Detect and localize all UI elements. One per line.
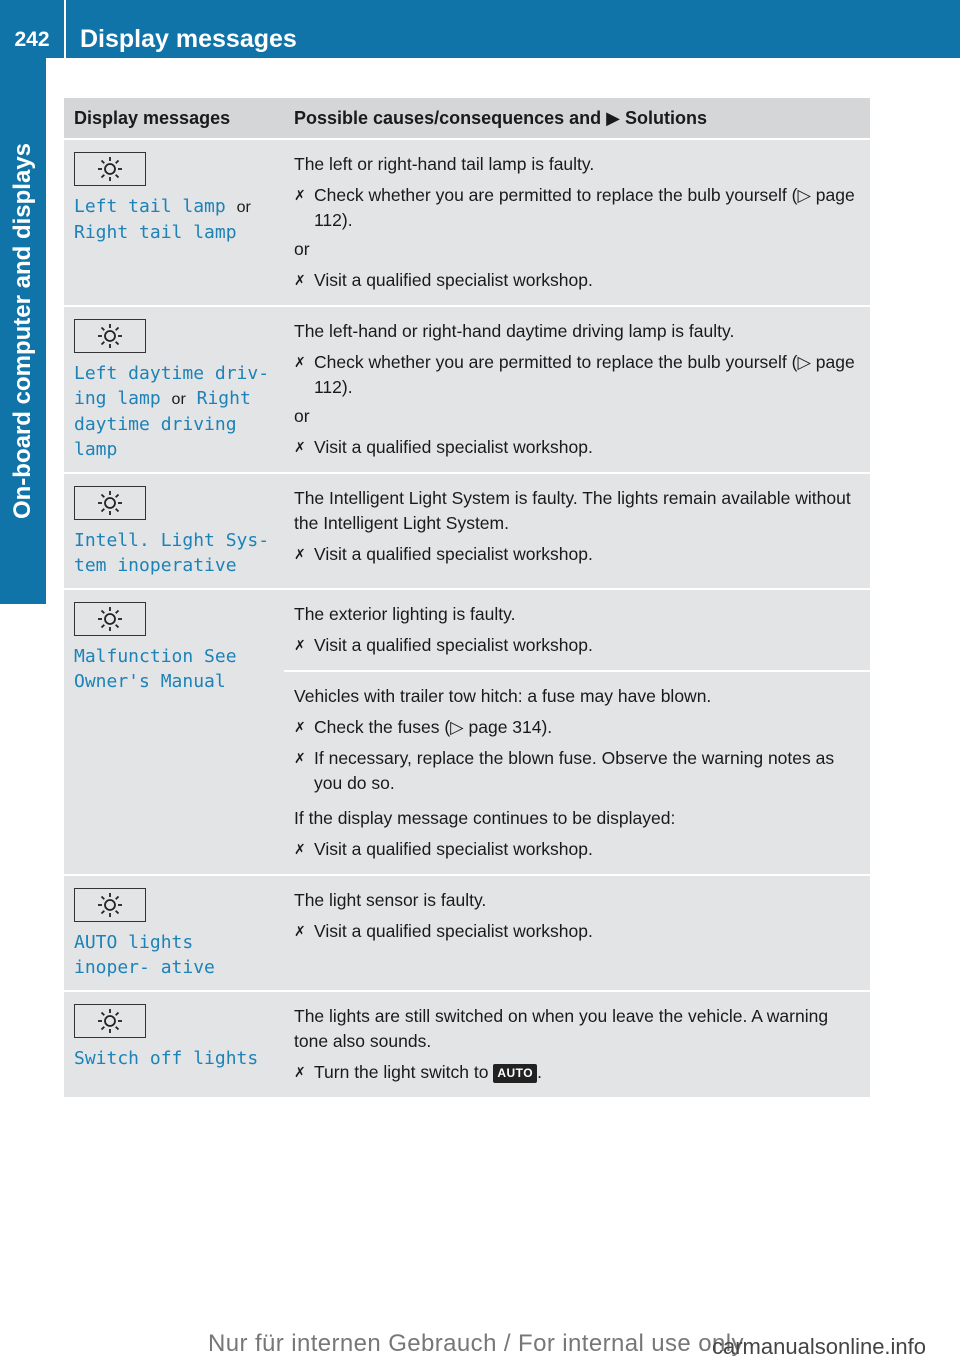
display-message-text: Malfunction See Owner's Manual (74, 646, 237, 692)
step-arrow-icon: ✗ (294, 923, 306, 939)
solution-step (294, 633, 860, 658)
solution-step (294, 183, 860, 233)
bulb-symbol (97, 490, 123, 516)
step-arrow-icon: ✗ (294, 637, 306, 653)
step-text: Check whether you are permitted to replace the bulb yourself (▷ page 112). (314, 185, 855, 230)
display-messages-table (64, 98, 870, 1097)
solution-step (294, 542, 860, 567)
note-text: If the display message continues to be displayed: (294, 808, 676, 828)
exterior-lighting-icon (74, 888, 146, 922)
or-text: or (294, 239, 310, 259)
exterior-lighting-icon (74, 319, 146, 353)
display-message-cell (64, 306, 284, 473)
step-text: Visit a qualified specialist workshop. (314, 839, 593, 859)
table-row (64, 139, 870, 306)
cause-text: The lights are still switched on when you leave the vehicle. A warning tone also sounds. (294, 1006, 829, 1051)
exterior-lighting-icon (74, 602, 146, 636)
bulb-symbol (97, 323, 123, 349)
step-text: Visit a qualified specialist workshop. (314, 544, 593, 564)
step-arrow-icon: ✗ (294, 841, 306, 857)
cause-text: The left or right-hand tail lamp is faulty. (294, 154, 595, 174)
solution-step (294, 350, 860, 400)
bulb-symbol (97, 606, 123, 632)
display-message-text (74, 194, 274, 245)
or-text: or (171, 391, 186, 408)
solution-step (294, 1060, 860, 1085)
column-header-causes: Possible causes/consequences and (294, 107, 602, 128)
auto-switch-symbol: AUTO (493, 1064, 537, 1083)
play-arrow-icon: ▶ (606, 107, 620, 128)
exterior-lighting-icon (74, 1004, 146, 1038)
step-arrow-icon: ✗ (294, 750, 306, 766)
bulb-symbol (97, 1008, 123, 1034)
solution-step (294, 837, 860, 862)
step-text: Visit a qualified specialist workshop. (314, 635, 593, 655)
step-arrow-icon: ✗ (294, 546, 306, 562)
display-message-text (74, 361, 274, 462)
bulb-symbol (97, 156, 123, 182)
source-site-text: carmanualsonline.info (712, 1334, 927, 1359)
step-arrow-icon: ✗ (294, 1064, 306, 1080)
header-divider (64, 0, 66, 58)
solution-cell (284, 306, 870, 473)
table-row (64, 589, 870, 671)
table-row (64, 306, 870, 473)
step-arrow-icon: ✗ (294, 354, 306, 370)
page-title: Display messages (80, 25, 297, 53)
solution-step (294, 715, 860, 740)
bulb-symbol (97, 892, 123, 918)
display-message-text: AUTO lights inoper‐ ative (74, 932, 215, 978)
display-message-cell (64, 991, 284, 1097)
table-row (64, 473, 870, 589)
step-text: Check whether you are permitted to replace the bulb yourself (▷ page 112). (314, 352, 855, 397)
or-text: or (236, 199, 251, 216)
solution-step (294, 435, 860, 460)
cause-text: Vehicles with trailer tow hitch: a fuse may have blown. (294, 686, 712, 706)
step-text-end: . (537, 1062, 542, 1082)
display-message-cell (64, 473, 284, 589)
solution-step (294, 919, 860, 944)
step-text: Visit a qualified specialist workshop. (314, 270, 593, 290)
solution-cell (284, 139, 870, 306)
solution-cell (284, 473, 870, 589)
solution-cell (284, 991, 870, 1097)
exterior-lighting-icon (74, 486, 146, 520)
table-row (64, 991, 870, 1097)
solution-cell (284, 589, 870, 671)
column-header-solutions (284, 98, 870, 139)
side-tab-label: On-board computer and displays (9, 142, 36, 520)
display-message-cell (64, 875, 284, 991)
table-header-row (64, 98, 870, 139)
display-message-text: Switch off lights (74, 1048, 259, 1069)
step-text: Check the fuses (▷ page 314). (314, 717, 553, 737)
step-arrow-icon: ✗ (294, 439, 306, 455)
step-text: Visit a qualified specialist workshop. (314, 921, 593, 941)
message-right: Right daytime driving lamp (74, 388, 251, 460)
step-arrow-icon: ✗ (294, 187, 306, 203)
step-text: If necessary, replace the blown fuse. Observe the warning notes as you do so. (314, 748, 835, 793)
step-arrow-icon: ✗ (294, 272, 306, 288)
solution-step (294, 268, 860, 293)
display-message-cell (64, 139, 284, 306)
step-text: Turn the light switch to (314, 1062, 489, 1082)
cause-text: The light sensor is faulty. (294, 890, 487, 910)
column-header-display-messages: Display messages (64, 98, 284, 139)
solution-step (294, 746, 860, 796)
message-right: Right tail lamp (74, 222, 237, 243)
cause-text: The left-hand or right-hand daytime driving lamp is faulty. (294, 321, 735, 341)
solution-cell (284, 671, 870, 875)
exterior-lighting-icon (74, 152, 146, 186)
or-text: or (294, 406, 310, 426)
message-left: Left daytime driv‐ ing lamp (74, 363, 270, 409)
column-header-solutions-label: Solutions (625, 107, 708, 128)
watermark-text: Nur für internen Gebrauch / For internal use only (208, 1330, 744, 1357)
step-arrow-icon: ✗ (294, 719, 306, 735)
page-number: 242 (14, 28, 50, 51)
message-left: Left tail lamp (74, 196, 226, 217)
table-row (64, 875, 870, 991)
cause-text: The Intelligent Light System is faulty. The lights remain available without the Intelligent Light System. (294, 488, 851, 533)
display-message-cell (64, 589, 284, 875)
solution-cell (284, 875, 870, 991)
cause-text: The exterior lighting is faulty. (294, 604, 516, 624)
step-text: Visit a qualified specialist workshop. (314, 437, 593, 457)
display-message-text: Intell. Light Sys‐ tem inoperative (74, 530, 270, 576)
